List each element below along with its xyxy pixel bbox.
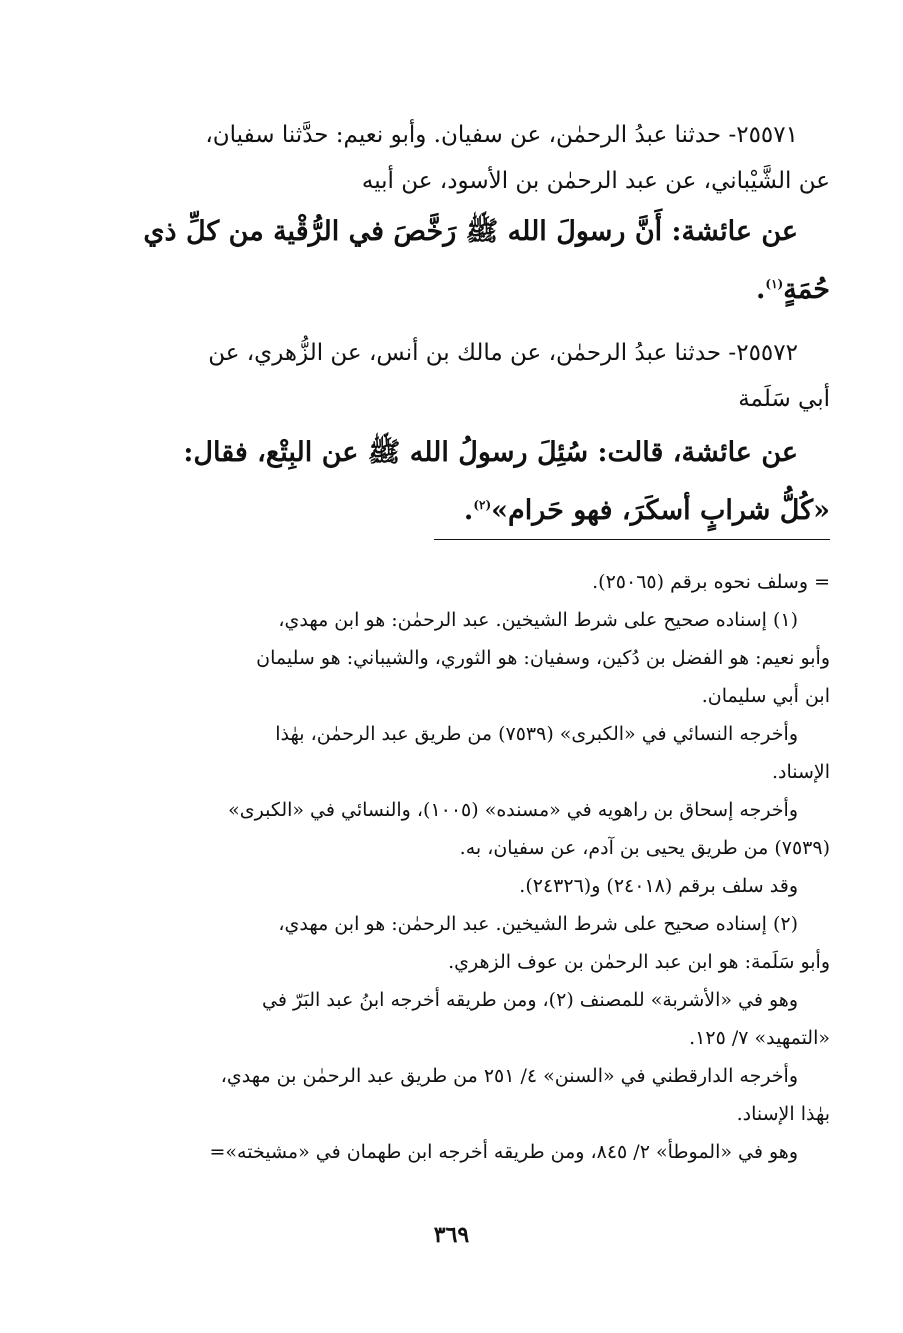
footnote-line: (٢) إسناده صحيح على شرط الشيخين. عبد الرحمٰن: هو ابن مهدي، (278, 913, 798, 935)
footnote-paragraph (128, 1133, 830, 1171)
matn-line (128, 261, 830, 319)
footnote-line: وأخرجه النسائي في «الكبرى» (٧٥٣٩) من طريق عبد الرحمٰن، بهٰذا (275, 723, 798, 745)
footnote-line: وهو في «الموطأ» ٢/ ٨٤٥، ومن طريقه أخرجه ابن طهمان في «مشيخته»= (209, 1141, 798, 1163)
footnote-line: ابن أبي سليمان. (701, 685, 830, 707)
footnotes (128, 563, 830, 1171)
isnad-line: أبي سَلَمة (738, 386, 830, 412)
footnote-paragraph (128, 867, 830, 905)
hadith-25571-matn (128, 203, 830, 319)
footnote-line: وقد سلف برقم (٢٤٠١٨) و(٢٤٣٢٦). (519, 875, 798, 897)
footnote-line: «التمهيد» ٧/ ١٢٥. (689, 1027, 830, 1049)
matn-text: حُمَةٍ (783, 274, 830, 305)
matn-end: . (463, 495, 474, 526)
isnad-line: ٢٥٥٧٢- حدثنا عبدُ الرحمٰن، عن مالك بن أنس، عن الزُّهري، عن (208, 340, 798, 366)
footnote-paragraph (128, 791, 830, 867)
hadith-25572-matn (128, 424, 830, 540)
footnote-separator (434, 539, 830, 540)
isnad-line: عن الشَّيْباني، عن عبد الرحمٰن بن الأسود، عن أبيه (361, 168, 830, 194)
matn-line: عن عائشة: أَنَّ رسولَ الله ﷺ رَخَّصَ في الرُّقْية من كلِّ ذي (143, 216, 798, 247)
page-number: ٣٦٩ (433, 1222, 470, 1248)
matn-end: . (755, 274, 766, 305)
footnote-continuation: = وسلف نحوه برقم (٢٥٠٦٥). (592, 571, 830, 593)
footnote-line: وأخرجه الدارقطني في «السنن» ٤/ ٢٥١ من طريق عبد الرحمٰن بن مهدي، (220, 1065, 798, 1087)
footnote-line: وهو في «الأشربة» للمصنف (٢)، ومن طريقه أخرجه ابنُ عبد البَرّ في (262, 989, 798, 1011)
footnote-line: الإسناد. (771, 761, 830, 783)
hadith-25572-isnad (128, 330, 830, 422)
footnote-line: وأبو نعيم: هو الفضل بن دُكين، وسفيان: هو الثوري، والشيباني: هو سليمان (256, 647, 830, 669)
isnad-line: ٢٥٥٧١- حدثنا عبدُ الرحمٰن، عن سفيان. وأبو نعيم: حدَّثنا سفيان، (205, 122, 798, 148)
hadith-25571-isnad (128, 112, 830, 204)
matn-line (128, 482, 830, 540)
footnote-line: (١) إسناده صحيح على شرط الشيخين. عبد الرحمٰن: هو ابن مهدي، (278, 609, 798, 631)
footnote-line: وأخرجه إسحاق بن راهويه في «مسنده» (١٠٠٥)، والنسائي في «الكبرى» (228, 799, 798, 821)
footnote-marker: (١) (765, 277, 784, 291)
footnote-line: بهٰذا الإسناد. (736, 1103, 830, 1125)
footnote-paragraph (128, 601, 830, 715)
footnote-paragraph (128, 905, 830, 981)
matn-line: عن عائشة، قالت: سُئِلَ رسولُ الله ﷺ عن البِتْع، فقال: (183, 437, 798, 468)
footnote-marker: (٢) (473, 498, 492, 512)
footnote-line: (٧٥٣٩) من طريق يحيى بن آدم، عن سفيان، به. (459, 837, 830, 859)
footnote-paragraph (128, 981, 830, 1057)
footnote-paragraph (128, 1057, 830, 1133)
matn-text: «كُلُّ شرابٍ أسكَرَ، فهو حَرام» (491, 495, 830, 526)
footnote-line: وأبو سَلَمة: هو ابن عبد الرحمٰن بن عوف الزهري. (448, 951, 830, 973)
footnote-paragraph (128, 715, 830, 791)
